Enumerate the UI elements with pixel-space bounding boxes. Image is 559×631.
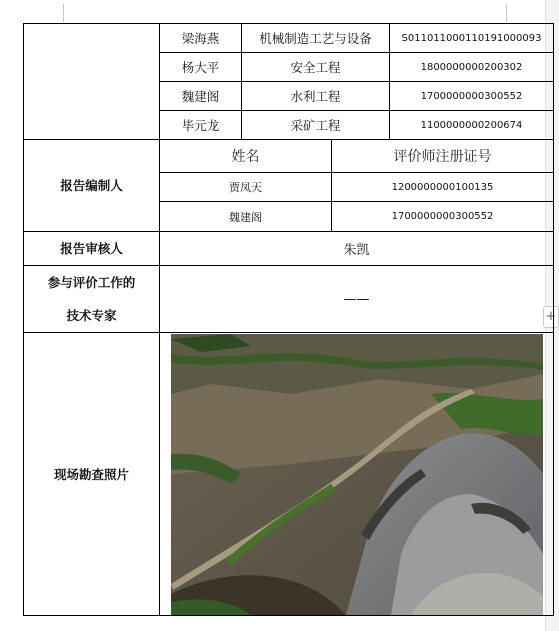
cert-header: 评价师注册证号 — [332, 140, 554, 173]
photo-row — [24, 333, 554, 616]
member-cert: 1700000000300552 — [390, 82, 554, 111]
compiler-cert: 1200000000100135 — [332, 173, 554, 202]
compiler-header-row — [24, 140, 554, 173]
report-reviewer-label: 报告审核人 — [24, 232, 160, 266]
member-specialty: 水利工程 — [242, 82, 390, 111]
member-name: 杨大平 — [160, 53, 242, 82]
site-photo — [171, 334, 543, 615]
member-specialty: 机械制造工艺与设备 — [242, 24, 390, 53]
evaluation-table — [23, 23, 554, 616]
compiler-name: 贾凤天 — [160, 173, 332, 202]
compiler-name: 魏建阁 — [160, 202, 332, 232]
experts-label-line2: 技术专家 — [66, 308, 117, 323]
report-reviewer-value: 朱凯 — [160, 232, 554, 266]
member-name: 梁海燕 — [160, 24, 242, 53]
member-specialty: 采矿工程 — [242, 111, 390, 140]
compiler-cert: 1700000000300552 — [332, 202, 554, 232]
site-photo-cell — [160, 333, 554, 616]
reviewer-row — [24, 232, 554, 266]
experts-label — [24, 266, 160, 333]
margin-mark-left — [63, 4, 64, 22]
member-name: 魏建阁 — [160, 82, 242, 111]
experts-label-line1: 参与评价工作的 — [47, 275, 136, 290]
member-row — [24, 24, 554, 53]
name-header: 姓名 — [160, 140, 332, 173]
member-cert: 1100000000200674 — [390, 111, 554, 140]
experts-value: —— — [160, 266, 554, 333]
member-cert: 1800000000200302 — [390, 53, 554, 82]
experts-row — [24, 266, 554, 333]
member-name: 毕元龙 — [160, 111, 242, 140]
plus-icon[interactable]: + — [543, 306, 559, 328]
member-specialty: 安全工程 — [242, 53, 390, 82]
margin-mark-right — [506, 4, 507, 22]
site-photo-label: 现场勘查照片 — [24, 333, 160, 616]
member-blank-cell — [24, 24, 160, 140]
member-cert: S01101100011019100009​3 — [390, 24, 554, 53]
report-compiler-label: 报告编制人 — [24, 140, 160, 232]
